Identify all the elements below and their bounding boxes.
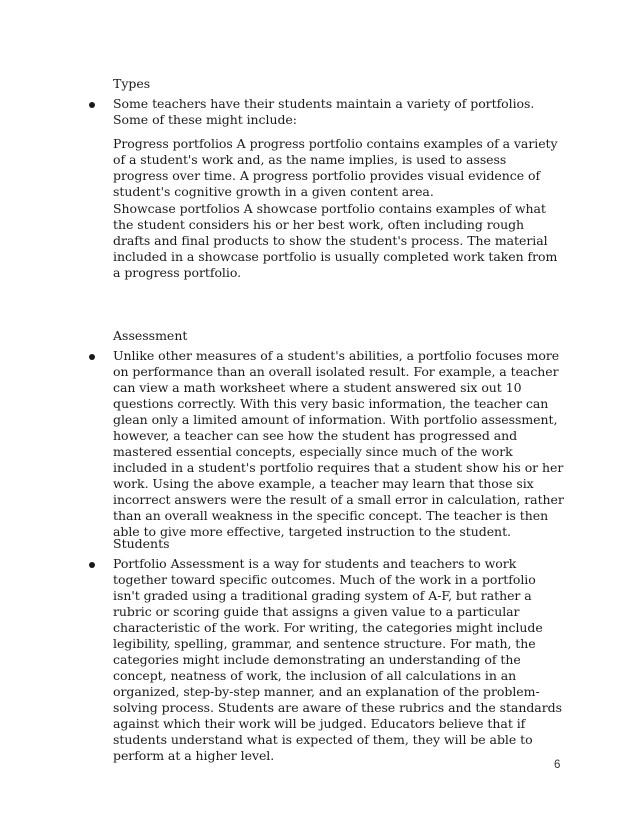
bullet-icon [89, 354, 95, 360]
page-number: 6 [554, 759, 561, 771]
bullet-icon [89, 102, 95, 108]
types-bullet-text: Some teachers have their students maintain a variety of portfolios. Some of these might include: [113, 96, 535, 127]
students-bullet-text: Portfolio Assessment is a way for students and teachers to work together toward specific outcomes. Much of the work in a portfolio isn't graded using a traditional grading system of A-F, but rather a rubric or scoring guide that assigns a given value to a particular characteristic of the work. For writing, the categories might include legibility, spelling, grammar, and sentence structure. For math, the categories might include demonstrating an understanding of the concept, neatness of work, the inclusion of all calculations in an organized, step-by-step manner, and an explanation of the problem-solving process. Students are aware of these rubrics and the standards against which their work will be judged. Educators believe that if students understand what is expected of them, they will be able to perform at a higher level. [113, 556, 562, 763]
types-heading: Types [113, 76, 151, 91]
students-heading: Students [113, 536, 170, 551]
bullet-icon [89, 562, 95, 568]
showcase-portfolio-paragraph: Showcase portfolios A showcase portfolio contains examples of what the student considers his or her best work, often including rough drafts and final products to show the student's process. The material included in a showcase portfolio is usually completed work taken from a progress portfolio. [113, 201, 558, 280]
assessment-bullet-text: Unlike other measures of a student's abilities, a portfolio focuses more on performance than an overall isolated result. For example, a teacher can view a math worksheet where a student answered six out 10 questions correctly. With this very basic information, the teacher can glean only a limited amount of information. With portfolio assessment, however, a teacher can see how the student has progressed and mastered essential concepts, especially since much of the work included in a student's portfolio requires that a student show his or her work. Using the above example, a teacher may learn that those six incorrect answers were the result of a small error in calculation, rather than an overall weakness in the specific concept. The teacher is then able to give more effective, targeted instruction to the student. [113, 348, 564, 539]
assessment-heading: Assessment [113, 328, 188, 343]
progress-portfolio-paragraph: Progress portfolios A progress portfolio contains examples of a variety of a student's work and, as the name implies, is used to assess progress over time. A progress portfolio provides visual evidence of student's cognitive growth in a given content area. [113, 136, 558, 199]
